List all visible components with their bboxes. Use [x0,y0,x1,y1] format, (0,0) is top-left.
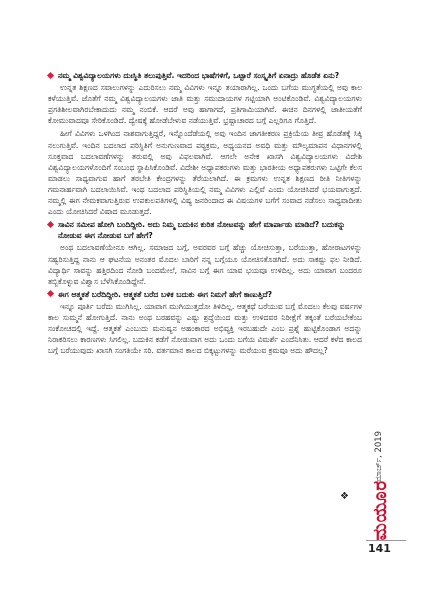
question-2 [48,219,362,241]
answer-paragraph: ಉನ್ನತ ಶಿಕ್ಷಣದ ಸವಾಲುಗಳನ್ನು ಎದುರಿಸಲು ನಮ್ಮ ವಿವಿಗಳು ಇನ್ನೂ ತಯಾರಾಗಿಲ್ಲ. ಒಂದು ಬಗೆಯ ಮುಗ್ಧತೆಯಲ್ಲಿ ಅವು ಕಾಲ ಕಳೆಯುತ್ತಿವೆ. ಜೊತೆಗೆ ನಮ್ಮ ವಿಶ್ವವಿದ್ಯಾಲಯಗಳು ಜಾತಿ ಮತ್ತು ಸಮುದಾಯಗಳ ಗಟ್ಟಿಯಾಗಿ ಅಂಟಿಕೊಂಡಿವೆ. ವಿಶ್ವವಿದ್ಯಾಲಯಗಳು ಪ್ರಗತಿಶೀಲವಾಗಿರಬೇಕಾದುದು ನಮ್ಮ ನಂಬಿಕೆ. ಆದರೆ ಅವು ಹಾಗಾಗದೆ, ಪ್ರತಿಗಾಮಿಯಾಗಿವೆ. ಈಚಿನ ದಿನಗಳಲ್ಲಿ ಜಾತೀಯತೆಗೆ ಕೋಮುವಾದವೂ ಸೇರಿಕೊಂಡಿದೆ. ದ್ವೇಷಕ್ಕೆ ಹೋಡೆಬೇಳುವ ನಡೆಯುತ್ತಿವೆ. ಭ್ರಷ್ಟಾಚಾರದ ಬಗ್ಗೆ ಎಲ್ಲರಿಗೂ ಗೊತ್ತಿದೆ. [48,83,362,126]
answer-paragraph: ಅಂಥ ಬದಲಾವಣೆಯೇನೂ ಆಗಿಲ್ಲ. ಸಮಾಜದ ಬಗ್ಗೆ, ಅವರವರ ಬಗ್ಗೆ ಹೆಚ್ಚು ಯೋಚಿಸುತ್ತಾ, ಬರೆಯುತ್ತಾ, ಹೋರಾಟಗಳನ್ನು ಸಹ್ವರಿಸುತ್ತಿದ್ದ ನಾನು ಆ ಘಟನೆಯ ಅನಂತರ ಮೊದಲ ಬಾರಿಗೆ ನನ್ನ ಬಗ್ಗೆಯೂ ಯೋಚಿಸತೊಡಗಿದೆ. ಅದು ಸಾಕಷ್ಟು ಫಲ ನೀಡಿದೆ. ವಿದ್ಯಾರ್ಥಿ ಸಾವನ್ನು ಹತ್ತಿರದಿಂದ ನೋಡಿ ಬಂದಮೇಲೆ, ಸಾವಿನ ಬಗ್ಗೆ ಈಗ ಯಾವ ಭಯವೂ ಉಳಿದಿಲ್ಲ. ಅದು ಯಾವಾಗ ಬಂದರೂ ತಬ್ಬಿಕೊಳ್ಳುವ ವಿಶ್ವಾಸ ಬೆಳೆಸಿಕೊಂಡಿದ್ದೇನೆ. [48,243,362,286]
question-text: ನಮ್ಮ ವಿಶ್ವವಿದ್ಯಾಲಯಗಳು ದುಃಸ್ಥಿತಿ ತಲುಪುತ್ತಿವೆ. ಇದರಿಂದ ಭಾಷೆಗಳಿಗೆ, ಒಟ್ಟಾರೆ ಸಂಸ್ಕೃತಿಗೆ ಏನಾದ್ರು ಹೊಡೆತ ಏನು? [58,71,340,80]
page-number: 141 [368,542,391,555]
end-of-article-mark: ❖ [340,491,349,502]
answer-paragraph: ಇನ್ನೂ ಪೂರ್ತಿ ಬರೆದು ಮುಗಿಸಿಲ್ಲ. ಯಾವಾಗ ಮುಗಿಯುತ್ತದೋ ತಿಳಿದಿಲ್ಲ. ಆತ್ಮಕಥೆ ಬರೆಯುವ ಬಗ್ಗೆ ಮೊದಲು ಕೆಲವು ವರ್ಷಗಳ ಕಾಲ ಸುಮ್ಮನೆ ಹೋಗುತ್ತಿದೆ. ನಾನು ಅಂಥ ಬರಹವನ್ನು ಎಷ್ಟು ಶ್ರದ್ಧೆಯಿಂದ ಮತ್ತು ಉಳಿದವರ ನಿರೀಕ್ಷೆಗೆ ತಕ್ಕಂತೆ ಬರೆಯಬೇಕೆಂಬ ಸಂಕೋಚದಲ್ಲಿ ಇದ್ದೆ. ಆತ್ಮಕತೆ ಎಂಬುದು ಮನುಷ್ಯನ ಅಹಂಕಾರದ ಅಭಿವ್ಯಕ್ತಿ ಇರಬಹುದೇ ಎಂಬ ಪ್ರಶ್ನೆ ಹುಟ್ಟಿಕೊಂಡಾಗ ಅದನ್ನು ನಿರಾಕರಿಸಲು ಕಾರಣಗಳು ಸಿಗಲಿಲ್ಲ. ಬದುಕಿನ ಕಡೆಗೆ ನೋಡುವಾಗ ಅದು ಒಂದು ಬಗೆಯ ವಿಮರ್ಶೆ ಎಂದೆನಿಸಿತು. ಆದರೆ ಕಳೆದ ಕಾಲದ ಬಗ್ಗೆ ಬರೆಯುವುದು ಖಾಸಗಿ ಸಂಗತಿಯೇ ಸರಿ. ವರ್ತಮಾನ ಕಾಲದ ಬಿಕ್ಕಟ್ಟುಗಳನ್ನು ಮರೆಯುವ ಕ್ರಮವೂ ಅದು ಹೌದಲ್ಲ? [48,301,362,356]
issue-date: ಮಾರ್ಚ್, 2019 [374,430,384,482]
magazine-name: ಮಯೂರ [370,480,391,541]
question-1 [48,70,362,81]
question-3 [48,289,362,300]
article-body [48,70,362,358]
question-text: ಈಗ ಆತ್ಮಕತೆ ಬರೆದಿದ್ದೀರಿ. ಆತ್ಮಕತೆ ಬರೆದ ಬಳಿಕ ಬದುಕು ಈಗ ನಿಮಗೆ ಹೇಗೆ ಕಾಣುತ್ತಿದೆ? [58,289,273,299]
footer-divider [366,540,406,541]
question-text: ಸಾವಿನ ಸಮೀಪ ಹೋಗಿ ಬಂದಿದ್ದೀರಿ. ಅದು ನಿಮ್ಮ ಬದುಕಿನ ಕುರಿತ ನೋಟವನ್ನು ಹೇಗೆ ಮಾರ್ಪಾಡು ಮಾಡಿದೆ? ಬದುಕನ್ನು ನೋಡುವ ಈಗ ನೋಡುವ ಬಗೆ ಹೇಗೆ? [58,220,346,241]
answer-paragraph: ಹೀಗೆ ವಿವಿಗಳು ಒಳಗಿಂದ ನಾಶವಾಗುತ್ತಿದ್ದರೆ, ಇನ್ನೊಂದೆಡೆಯಲ್ಲಿ ಅವು ಇಂದಿನ ಜಾಗತೀಕರಣ ಪ್ರಕ್ರಿಯೆಯ ತೀವ್ರ ಹೊಡೆತಕ್ಕೆ ಸಿಕ್ಕಿ ನಲುಗುತ್ತಿವೆ. ಇಂದಿನ ಬದಲಾದ ಪರಿಸ್ಥಿತಿಗೆ ಅನುಗುಣವಾದ ಪಠ್ಯಕ್ರಮ, ಅಧ್ಯಯನದ ಅವಧಿ ಮತ್ತು ಮೌಲ್ಯಮಾಪನ ವಿಧಾನಗಳಲ್ಲಿ ಸೂಕ್ತವಾದ ಬದಲಾವಣೆಗಳನ್ನು ತರುವಲ್ಲಿ ಅವು ವಿಫಲವಾಗಿವೆ. ಆಗಲೇ ಅನೇಕ ಖಾಸಗಿ ವಿಶ್ವವಿದ್ಯಾಲಯಗಳು ವಿದೇಶಿ ವಿಶ್ವವಿದ್ಯಾಲಯಗಳೊಂದಿಗೆ ಸಂಬಂಧ ಸ್ಥಾಪಿಸಿಕೊಂಡಿವೆ. ವಿದೇಶೀ ಅಧ್ಯಾಪಕರುಗಳು ಮತ್ತು ಭಾರತೀಯ ಅಧ್ಯಾಪಕರುಗಳು ಒಟ್ಟಿಗೇ ಕೆಲಸ ಮಾಡಲು ಸಾಧ್ಯವಾಗುವ ಹಾಗೆ ತರಬೇತಿ ಕೇಂದ್ರಗಳನ್ನು ತೆರೆಯಲಾಗಿದೆ. ಈ ಕ್ರಮಗಳು ಉನ್ನತ ಶಿಕ್ಷಣದ ರೀತಿ ನೀತಿಗಳನ್ನು ಗಮನಾರ್ಹವಾಗಿ ಬದಲಾಯಿಸಿವೆ. ಇಂಥ ಬದಲಾದ ಪರಿಸ್ಥಿತಿಯಲ್ಲಿ ನಮ್ಮ ವಿವಿಗಳು ಎಲ್ಲಿವೆ ಎಂದು ಯೋಚಿಸಿದರೆ ಭಯವಾಗುತ್ತದೆ. ನಮ್ಮಲ್ಲಿ ಈಗ ನೇಮಕವಾಗುತ್ತಿರುವ ಉಪಕುಲಪತಿಗಳಲ್ಲಿ ವಿಷ್ಯ ಜನರಿಂದಾದ ಈ ವಿಷಯಗಳ ಬಗೆಗೆ ಸಂವಾದ ನಡೆಸಲು ಸಾಧ್ಯವಾದೀತು ಎಂದು ಯೋಚಿಸಿದರೆ ವಿಷಾದ ಮೂಡುತ್ತದೆ. [48,129,362,217]
